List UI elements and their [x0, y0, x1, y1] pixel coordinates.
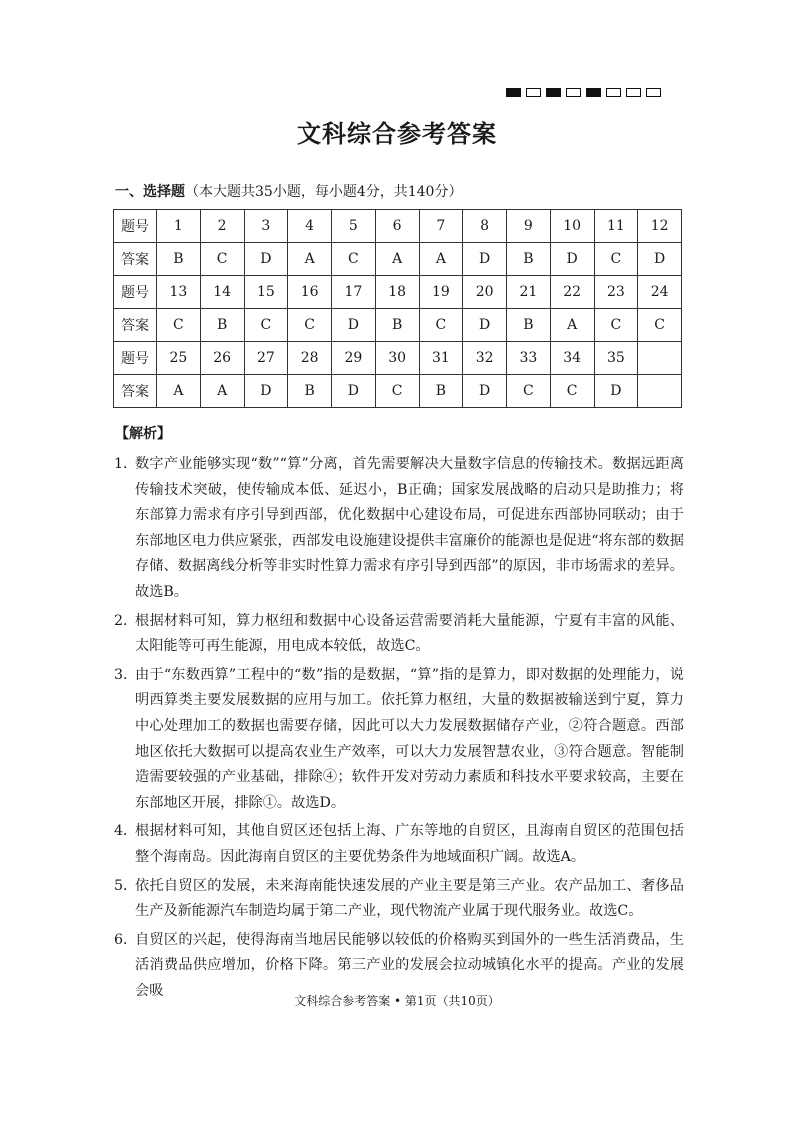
filled-square-mark — [586, 88, 601, 97]
item-number: 6． — [114, 931, 138, 948]
filled-square-mark — [546, 88, 561, 97]
list-item — [114, 452, 684, 606]
table-cell: C — [594, 243, 638, 276]
table-cell: 22 — [550, 276, 594, 309]
table-cell: C — [332, 243, 376, 276]
table-cell: D — [550, 243, 594, 276]
row-label: 答案 — [114, 309, 157, 342]
table-cell: 10 — [550, 210, 594, 243]
table-cell: B — [288, 375, 332, 408]
table-cell: 27 — [244, 342, 288, 375]
table-cell: D — [463, 243, 507, 276]
answer-table — [113, 209, 682, 408]
item-number: 1． — [114, 456, 138, 472]
empty-square-mark — [626, 88, 641, 97]
table-cell: 18 — [375, 276, 419, 309]
header-marks — [506, 88, 661, 97]
table-row — [114, 243, 682, 276]
table-cell: 14 — [200, 276, 244, 309]
table-cell: 9 — [507, 210, 551, 243]
table-cell: 17 — [332, 276, 376, 309]
list-item — [114, 609, 684, 660]
row-label: 答案 — [114, 243, 157, 276]
table-cell: D — [332, 309, 376, 342]
table-cell: A — [550, 309, 594, 342]
item-text: 根据材料可知，其他自贸区还包括上海、广东等地的自贸区，且海南自贸区的范围包括整个海南岛。因此海南自贸区的主要优势条件为地域面积广阔。故选A。 — [135, 823, 684, 865]
list-item — [114, 663, 684, 817]
item-text: 根据材料可知，算力枢纽和数据中心设备运营需要消耗大量能源，宁夏有丰富的风能、太阳能等可再生能源，用电成本较低，故选C。 — [135, 612, 684, 655]
item-text: 由于“东数西算”工程中的“数”指的是数据，“算”指的是算力，即对数据的处理能力，说明西算类主要发展数据的应用与加工。依托算力枢纽，大量的数据被输送到宁夏，算力中心处理加工的数据也需要存储，因此可以大力发展数据储存产业，②符合题意。西部地区依托大数据可以提高农业生产效率，可以大力发展智慧农业，③符合题意。智能制造需要较强的产业基础，排除④；软件开发对劳动力素质和科技水平要求较高，主要在东部地区开展，排除①。故选D。 — [135, 666, 684, 811]
table-cell: C — [157, 309, 201, 342]
empty-square-mark — [566, 88, 581, 97]
table-cell: 24 — [638, 276, 682, 309]
table-cell: C — [244, 309, 288, 342]
table-cell: C — [638, 309, 682, 342]
table-cell: C — [375, 375, 419, 408]
table-cell: 12 — [638, 210, 682, 243]
row-label: 题号 — [114, 342, 157, 375]
table-cell: 4 — [288, 210, 332, 243]
table-cell: A — [157, 375, 201, 408]
table-cell: 8 — [463, 210, 507, 243]
item-number: 2． — [114, 612, 138, 629]
table-cell: D — [463, 375, 507, 408]
explanation-list — [114, 452, 684, 1007]
item-number: 5． — [114, 877, 138, 894]
empty-square-mark — [646, 88, 661, 97]
section-note: （本大题共35小题，每小题4分，共140分） — [185, 184, 463, 200]
page-title: 文科综合参考答案 — [297, 119, 497, 148]
table-cell: 5 — [332, 210, 376, 243]
table-cell: A — [288, 243, 332, 276]
table-row — [114, 210, 682, 243]
row-label: 答案 — [114, 375, 157, 408]
table-cell: 35 — [594, 342, 638, 375]
table-cell: 33 — [507, 342, 551, 375]
table-cell: D — [638, 243, 682, 276]
table-cell: 15 — [244, 276, 288, 309]
table-cell: 32 — [463, 342, 507, 375]
section-label: 一、选择题 — [115, 184, 185, 200]
list-item — [114, 874, 684, 925]
section-heading — [115, 181, 462, 201]
table-cell — [638, 375, 682, 408]
table-row — [114, 342, 682, 375]
table-cell: 21 — [507, 276, 551, 309]
empty-square-mark — [606, 88, 621, 97]
empty-square-mark — [526, 88, 541, 97]
table-cell: 6 — [375, 210, 419, 243]
table-cell: 23 — [594, 276, 638, 309]
table-cell: D — [332, 375, 376, 408]
item-text: 自贸区的兴起，使得海南当地居民能够以较低的价格购买到国外的一些生活消费品，生活消费品供应增加，价格下降。第三产业的发展会拉动城镇化水平的提高。产业的发展会吸 — [135, 931, 684, 999]
table-cell: C — [594, 309, 638, 342]
table-cell: C — [419, 309, 463, 342]
table-cell: D — [463, 309, 507, 342]
table-cell: B — [200, 309, 244, 342]
table-cell: C — [200, 243, 244, 276]
table-cell: A — [375, 243, 419, 276]
table-cell: B — [507, 243, 551, 276]
table-cell: 1 — [157, 210, 201, 243]
table-cell: A — [419, 243, 463, 276]
table-cell: B — [375, 309, 419, 342]
table-cell: 16 — [288, 276, 332, 309]
table-cell: 3 — [244, 210, 288, 243]
table-cell: C — [288, 309, 332, 342]
table-cell: 11 — [594, 210, 638, 243]
table-cell — [638, 342, 682, 375]
table-cell: B — [507, 309, 551, 342]
table-cell: 30 — [375, 342, 419, 375]
table-cell: 25 — [157, 342, 201, 375]
table-cell: A — [200, 375, 244, 408]
table-cell: 34 — [550, 342, 594, 375]
row-label: 题号 — [114, 276, 157, 309]
table-cell: 19 — [419, 276, 463, 309]
table-cell: 13 — [157, 276, 201, 309]
table-cell: 7 — [419, 210, 463, 243]
filled-square-mark — [506, 88, 521, 97]
table-cell: D — [244, 243, 288, 276]
item-number: 4． — [114, 823, 138, 840]
table-cell: 29 — [332, 342, 376, 375]
item-text: 依托自贸区的发展，未来海南能快速发展的产业主要是第三产业。农产品加工、奢侈品生产及新能源汽车制造均属于第二产业，现代物流产业属于现代服务业。故选C。 — [135, 877, 684, 920]
row-label: 题号 — [114, 210, 157, 243]
table-cell: C — [550, 375, 594, 408]
item-number: 3． — [114, 666, 138, 683]
table-row — [114, 309, 682, 342]
table-cell: B — [419, 375, 463, 408]
list-item — [114, 819, 684, 870]
table-cell: 20 — [463, 276, 507, 309]
table-row — [114, 276, 682, 309]
page-footer: 文科综合参考答案 • 第1页（共10页） — [294, 994, 500, 1008]
table-cell: D — [244, 375, 288, 408]
table-cell: 26 — [200, 342, 244, 375]
table-cell: B — [157, 243, 201, 276]
table-cell: 31 — [419, 342, 463, 375]
table-cell: 2 — [200, 210, 244, 243]
table-row — [114, 375, 682, 408]
item-text: 数字产业能够实现“数”“算”分离，首先需要解决大量数字信息的传输技术。数据远距离传输技术突破，使传输成本低、延迟小，B正确；国家发展战略的启动只是助推力；将东部算力需求有序引导到西部，优化数据中心建设布局，可促进东西部协同联动；由于东部地区电力供应紧张，西部发电设施建设提供丰富廉价的能源也是促进“将东部的数据存储、数据离线分析等非实时性算力需求有序引导到西部”的原因，非市场需求的差异。故选B。 — [135, 456, 684, 600]
analysis-heading: 【解析】 — [115, 426, 171, 442]
table-cell: C — [507, 375, 551, 408]
table-cell: D — [594, 375, 638, 408]
table-cell: 28 — [288, 342, 332, 375]
